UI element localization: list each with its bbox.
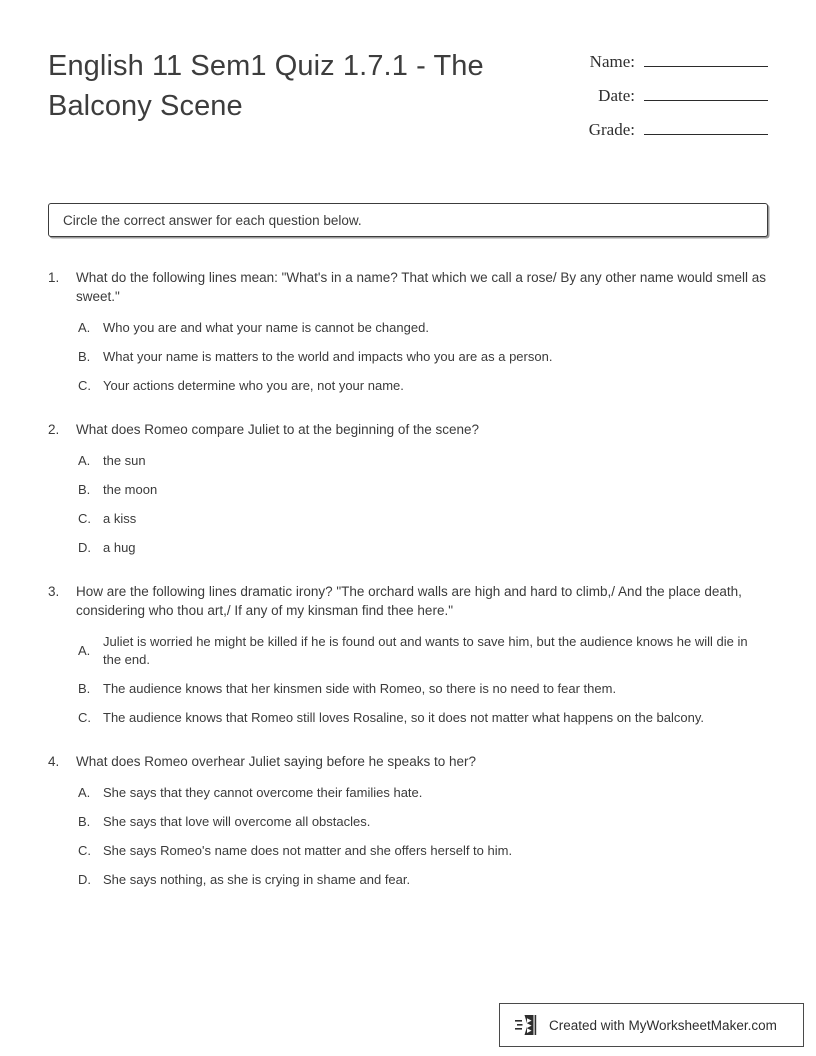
- option-text: What your name is matters to the world and impacts who you are as a person.: [103, 349, 553, 364]
- answer-option[interactable]: [48, 633, 772, 669]
- grade-field-label: Grade:: [588, 120, 635, 139]
- answer-option[interactable]: [48, 319, 772, 337]
- option-letter: A.: [78, 320, 91, 335]
- option-letter: C.: [78, 843, 91, 858]
- question-row: [48, 268, 772, 306]
- question-block: [48, 582, 772, 727]
- page-title: English 11 Sem1 Quiz 1.7.1 - The Balcony Scene: [48, 50, 484, 122]
- option-letter: C.: [78, 710, 91, 725]
- answer-option[interactable]: [48, 452, 772, 470]
- question-row: [48, 420, 772, 439]
- option-text: Who you are and what your name is cannot be changed.: [103, 320, 429, 335]
- question-text: What do the following lines mean: "What's in a name? That which we call a rose/ By any other name would smell as sweet.": [76, 270, 766, 304]
- option-letter: A.: [78, 643, 91, 658]
- footer-attribution-text: Created with MyWorksheetMaker.com: [549, 1017, 777, 1033]
- answer-option[interactable]: [48, 842, 772, 860]
- option-text: a hug: [103, 540, 136, 555]
- option-text: Juliet is worried he might be killed if he is found out and wants to save him, but the audience knows he will die in the end.: [103, 634, 748, 667]
- name-field-input[interactable]: [644, 51, 768, 67]
- instruction-box: [48, 203, 768, 237]
- worksheet-header: [48, 44, 768, 140]
- option-text: the sun: [103, 453, 146, 468]
- question-text: What does Romeo overhear Juliet saying before he speaks to her?: [76, 754, 476, 769]
- name-field-row: [589, 51, 768, 72]
- answer-options: [48, 633, 772, 727]
- question-number: 3.: [48, 584, 60, 599]
- question-text: How are the following lines dramatic irony? "The orchard walls are high and hard to climb,/ And the place death, considering who thou art,/ If any of my kinsman find thee here.": [76, 584, 742, 618]
- option-letter: B.: [78, 814, 91, 829]
- question-row: [48, 582, 772, 620]
- answer-options: [48, 319, 772, 395]
- worksheet-maker-logo-icon: [514, 1013, 540, 1037]
- option-text: She says that love will overcome all obstacles.: [103, 814, 371, 829]
- answer-option[interactable]: [48, 813, 772, 831]
- instruction-text: Circle the correct answer for each question below.: [63, 212, 362, 228]
- answer-options: [48, 452, 772, 557]
- date-field-input[interactable]: [644, 85, 768, 101]
- question-number: 2.: [48, 422, 60, 437]
- answer-option[interactable]: [48, 709, 772, 727]
- option-letter: C.: [78, 378, 91, 393]
- answer-options: [48, 784, 772, 889]
- option-text: the moon: [103, 482, 158, 497]
- answer-option[interactable]: [48, 784, 772, 802]
- answer-option[interactable]: [48, 539, 772, 557]
- option-letter: A.: [78, 453, 91, 468]
- name-field-label: Name:: [589, 52, 635, 71]
- option-letter: D.: [78, 540, 91, 555]
- question-number: 1.: [48, 270, 60, 285]
- option-text: She says nothing, as she is crying in shame and fear.: [103, 872, 411, 887]
- grade-field-input[interactable]: [644, 119, 768, 135]
- answer-option[interactable]: [48, 871, 772, 889]
- option-letter: A.: [78, 785, 91, 800]
- option-letter: B.: [78, 681, 91, 696]
- answer-option[interactable]: [48, 348, 772, 366]
- question-block: [48, 268, 772, 395]
- question-block: [48, 420, 772, 557]
- question-text: What does Romeo compare Juliet to at the beginning of the scene?: [76, 422, 479, 437]
- question-block: [48, 752, 772, 889]
- student-info-fields: [589, 51, 768, 140]
- option-text: She says that they cannot overcome their families hate.: [103, 785, 423, 800]
- option-text: The audience knows that her kinsmen side with Romeo, so there is no need to fear them.: [103, 681, 617, 696]
- footer-attribution-badge[interactable]: [499, 1003, 804, 1047]
- grade-field-row: [589, 119, 768, 140]
- option-letter: B.: [78, 482, 91, 497]
- answer-option[interactable]: [48, 481, 772, 499]
- option-letter: B.: [78, 349, 91, 364]
- date-field-label: Date:: [598, 86, 635, 105]
- answer-option[interactable]: [48, 510, 772, 528]
- option-text: She says Romeo's name does not matter and she offers herself to him.: [103, 843, 513, 858]
- option-letter: D.: [78, 872, 91, 887]
- option-text: a kiss: [103, 511, 137, 526]
- option-text: Your actions determine who you are, not your name.: [103, 378, 404, 393]
- answer-option[interactable]: [48, 680, 772, 698]
- questions-list: [48, 268, 772, 914]
- question-number: 4.: [48, 754, 60, 769]
- option-letter: C.: [78, 511, 91, 526]
- answer-option[interactable]: [48, 377, 772, 395]
- date-field-row: [589, 85, 768, 106]
- question-row: [48, 752, 772, 771]
- option-text: The audience knows that Romeo still loves Rosaline, so it does not matter what happens on the balcony.: [103, 710, 704, 725]
